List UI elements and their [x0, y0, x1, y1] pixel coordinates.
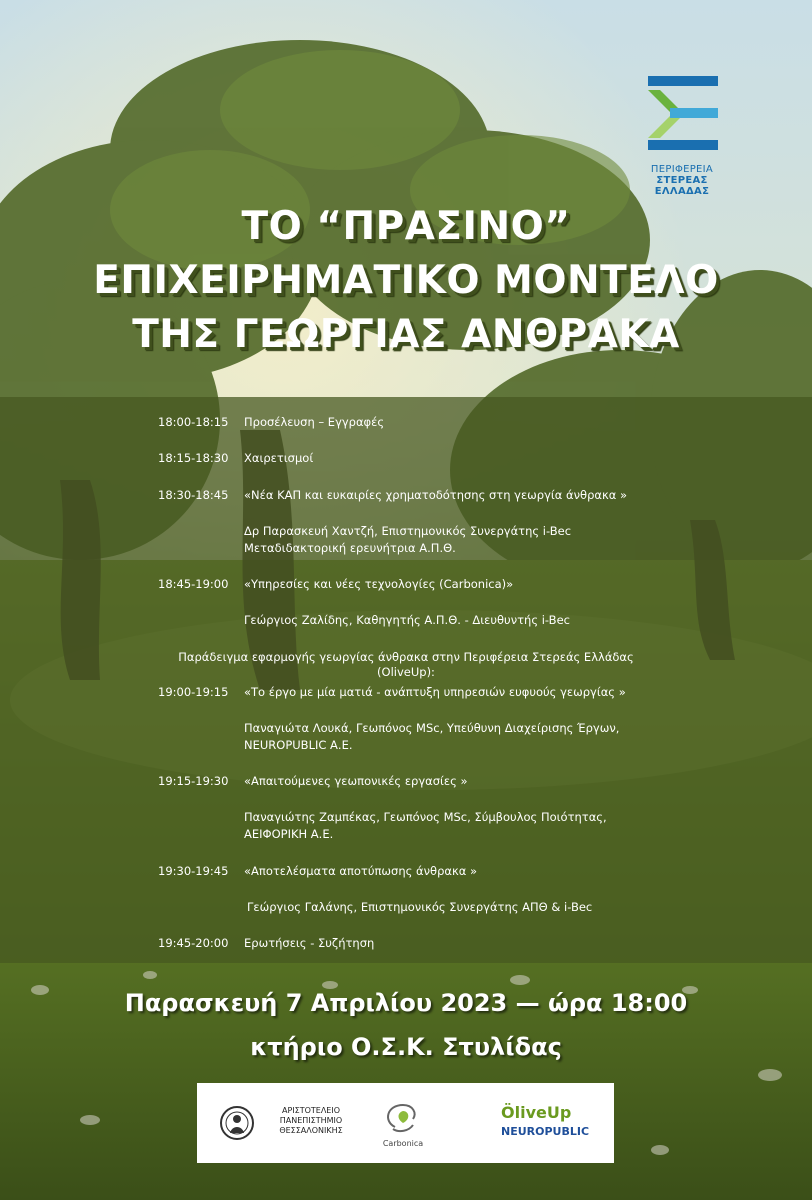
speaker-line: ΑΕΙΦΟΡΙΚΗ Α.Ε. — [244, 827, 334, 841]
schedule-item: Ερωτήσεις - Συζήτηση — [244, 936, 375, 950]
university-seal-icon — [219, 1103, 255, 1143]
schedule-item: «Αποτελέσματα αποτύπωσης άνθρακα » — [244, 864, 477, 878]
schedule-item: «Το έργο με μία ματιά - ανάπτυξη υπηρεσιών ευφυούς γεωργίας » — [244, 685, 626, 699]
schedule-panel — [0, 397, 812, 963]
speaker-line: Παναγιώτης Ζαμπέκας, Γεωπόνος MSc, Σύμβουλος Ποιότητας, — [244, 810, 607, 824]
schedule-time: 19:45-20:00 — [158, 936, 229, 950]
schedule-row — [158, 685, 626, 699]
schedule-time: 19:00-19:15 — [158, 685, 229, 699]
schedule-item: «Απαιτούμενες γεωπονικές εργασίες » — [244, 774, 468, 788]
carbonica-leaf-icon — [373, 1097, 433, 1139]
poster-title — [0, 200, 812, 362]
schedule-row — [158, 864, 477, 878]
speaker-line: Παναγιώτα Λουκά, Γεωπόνος MSc, Υπεύθυνη Διαχείρισης Έργων, — [244, 721, 620, 735]
speaker-line: Γεώργιος Ζαλίδης, Καθηγητής Α.Π.Θ. - Διευθυντής i-Bec — [244, 613, 570, 627]
speaker-line: Δρ Παρασκευή Χαντζή, Επιστημονικός Συνεργάτης i-Bec — [244, 524, 572, 538]
schedule-row — [158, 774, 468, 788]
schedule-time: 18:15-18:30 — [158, 451, 229, 465]
oliveup-neuropublic-logo — [493, 1103, 603, 1147]
schedule-row — [158, 936, 374, 950]
schedule-item: Προσέλευση – Εγγραφές — [244, 415, 385, 429]
auth-university-logo — [219, 1103, 369, 1147]
section-note-line-1: Παράδειγμα εφαρμογής γεωργίας άνθρακα στην Περιφέρεια Στερεάς Ελλάδας — [178, 650, 634, 664]
schedule-time: 19:30-19:45 — [158, 864, 229, 878]
event-venue: κτήριο Ο.Σ.Κ. Στυλίδας — [250, 1033, 562, 1061]
section-note-line-2: (OliveUp): — [377, 665, 435, 679]
region-name-line-1: ΠΕΡΙΦΕΡΕΙΑ — [650, 164, 714, 175]
region-name-line-2: ΣΤΕΡΕΑΣ — [656, 175, 708, 186]
schedule-row — [158, 577, 513, 591]
schedule-time: 18:45-19:00 — [158, 577, 229, 591]
title-line-2: ΕΠΙΧΕΙΡΗΜΑΤΙΚΟ ΜΟΝΤΕΛΟ — [93, 258, 719, 303]
carbonica-logo — [373, 1097, 433, 1153]
schedule-row — [158, 415, 384, 429]
schedule-row — [158, 488, 627, 502]
sigma-icon — [642, 74, 722, 154]
university-name-line-2: ΠΑΝΕΠΙΣΤΗΜΙΟ — [279, 1116, 343, 1125]
schedule-time: 19:15-19:30 — [158, 774, 229, 788]
oliveup-name: ÖliveUp — [501, 1103, 572, 1122]
title-line-3: ΤΗΣ ΓΕΩΡΓΙΑΣ ΑΝΘΡΑΚΑ — [132, 312, 680, 357]
schedule-item: Χαιρετισμοί — [244, 451, 314, 465]
university-name-line-1: ΑΡΙΣΤΟΤΕΛΕΙΟ — [281, 1106, 341, 1115]
carbonica-name: Carbonica — [382, 1139, 424, 1148]
title-line-1: ΤΟ “ΠΡΑΣΙΝΟ” — [241, 204, 571, 249]
neuropublic-name: NEUROPUBLIC — [501, 1125, 590, 1138]
schedule-time: 18:00-18:15 — [158, 415, 229, 429]
university-name — [259, 1106, 363, 1136]
speaker-line: NEUROPUBLIC Α.Ε. — [244, 738, 353, 752]
speaker-line: Μεταδιδακτορική ερευνήτρια Α.Π.Θ. — [244, 541, 456, 555]
event-date: Παρασκευή 7 Απριλίου 2023 — ώρα 18:00 — [124, 989, 688, 1017]
schedule-item: «Νέα ΚΑΠ και ευκαιρίες χρηματοδότησης στη γεωργία άνθρακα » — [244, 488, 628, 502]
speaker-line: Γεώργιος Γαλάνης, Επιστημονικός Συνεργάτης ΑΠΘ & i-Bec — [247, 900, 593, 914]
partner-logos-strip — [197, 1083, 614, 1163]
schedule-time: 18:30-18:45 — [158, 488, 229, 502]
region-name-line-3: ΕΛΛΑΔΑΣ — [654, 186, 710, 197]
region-logo — [642, 74, 722, 204]
schedule-item: «Υπηρεσίες και νέες τεχνολογίες (Carbonica)» — [244, 577, 514, 591]
university-name-line-3: ΘΕΣΣΑΛΟΝΙΚΗΣ — [279, 1126, 343, 1135]
schedule-row — [158, 451, 313, 465]
